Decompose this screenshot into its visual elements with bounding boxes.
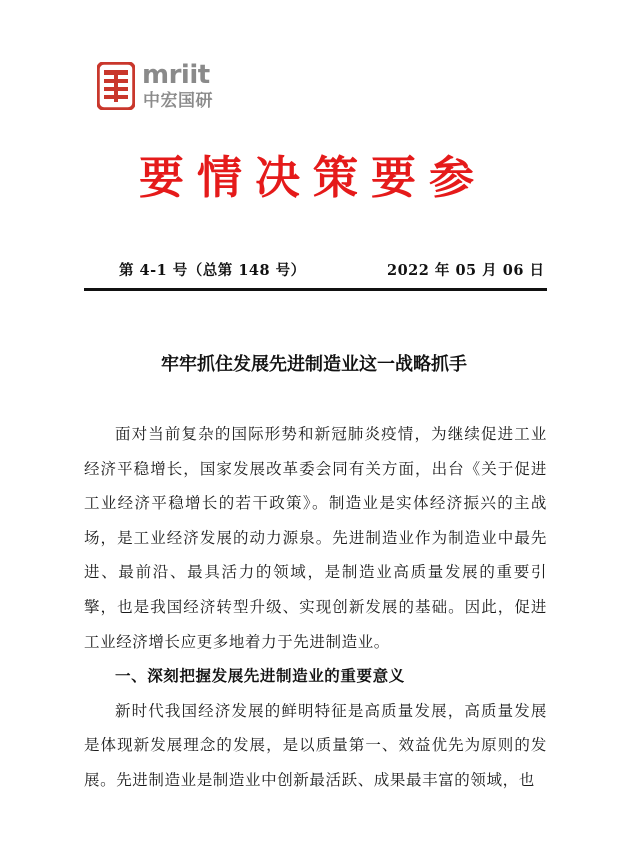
section-heading: 一、深刻把握发展先进制造业的重要意义 — [115, 667, 405, 686]
article-body — [84, 417, 547, 798]
logo-chinese-text: 中宏国研 — [143, 91, 213, 111]
issue-number: 第 4-1 号（总第 148 号） — [119, 262, 306, 279]
mriit-logo-icon — [97, 62, 135, 110]
issue-date: 2022 年 05 月 06 日 — [387, 262, 545, 279]
logo — [97, 60, 237, 114]
article-paragraph: 新时代我国经济发展的鲜明特征是高质量发展，高质量发展是体现新发展理念的发展，是以质量第一、效益优先为原则的发展。先进制造业是制造业中创新最活跃、成果最丰富的领域，也 — [84, 701, 547, 789]
masthead-title: 要情决策要参 — [138, 151, 487, 204]
article-paragraph: 面对当前复杂的国际形势和新冠肺炎疫情，为继续促进工业经济平稳增长，国家发展改革委会同有关方面，出台《关于促进工业经济平稳增长的若干政策》。制造业是实体经济振兴的主战场，是工业经济发展的动力源泉。先进制造业作为制造业中最先进、最前沿、最具活力的领域，是制造业高质量发展的重要引擎，也是我国经济转型升级、实现创新发展的基础。因此，促进工业经济增长应更多地着力于先进制造业。 — [84, 425, 547, 651]
header-divider — [84, 288, 547, 291]
article-title: 牢牢抓住发展先进制造业这一战略抓手 — [161, 354, 467, 375]
logo-english-text: mriit — [142, 60, 210, 90]
